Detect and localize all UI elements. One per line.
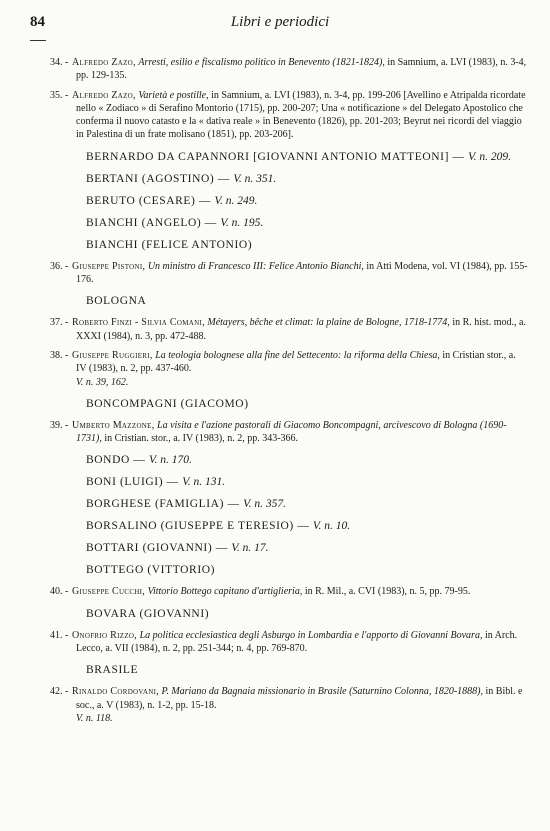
- entry-title: Arresti, esilio e fiscalismo politico in Benevento (1821-1824),: [138, 57, 385, 68]
- heading-name: BOTTEGO (VITTORIO): [86, 564, 216, 577]
- subject-heading: [0, 216, 550, 230]
- heading-cross-reference: V. n. 131.: [182, 476, 226, 489]
- subject-heading: [0, 475, 550, 489]
- entry-author: Rinaldo Cordovani,: [72, 686, 159, 698]
- heading-name: BERNARDO DA CAPANNORI [GIOVANNI ANTONIO MATTEONI] —: [86, 150, 465, 163]
- heading-cross-reference: V. n. 249.: [214, 194, 258, 207]
- heading-name: BOVARA (GIOVANNI): [86, 607, 210, 620]
- heading-name: BOTTARI (GIOVANNI) —: [86, 542, 228, 555]
- heading-cross-reference: V. n. 351.: [233, 172, 277, 185]
- entry-author: Roberto Finzi - Silvia Comani,: [72, 317, 205, 329]
- entry-title: Métayers, bêche et climat: la plaine de Bologne, 1718-1774,: [207, 317, 450, 329]
- bibliography-entry: [0, 629, 550, 656]
- subject-heading: [0, 238, 550, 252]
- entry-publication: in Atti Modena, vol. VI (1984), pp. 155-176.: [76, 260, 528, 286]
- heading-cross-reference: V. n. 209.: [468, 150, 511, 163]
- subject-heading: [0, 607, 550, 621]
- entry-author: Onofrio Rizzo,: [72, 629, 138, 641]
- entry-xref-line: [76, 712, 528, 725]
- subject-heading: [0, 563, 550, 577]
- entry-title: Vittorio Bottego capitano d'artiglieria,: [147, 586, 303, 598]
- entry-publication: in Arch. Lecco, a. VII (1984), n. 2, pp. 251-344; n. 4, pp. 769-870.: [76, 629, 518, 655]
- bibliography-entry: [0, 89, 550, 142]
- subject-heading: [0, 172, 550, 186]
- subject-heading: [0, 150, 550, 164]
- heading-name: BOLOGNA: [86, 295, 147, 308]
- heading-name: BIANCHI (ANGELO) —: [86, 216, 217, 229]
- heading-cross-reference: V. n. 357.: [243, 498, 286, 511]
- entry-number: 37. -: [50, 317, 69, 329]
- heading-name: BORSALINO (GIUSEPPE E TERESIO) —: [86, 520, 310, 533]
- entry-number: 41. -: [50, 629, 69, 641]
- entry-publication: in Samnium, a. LVI (1983), n. 3-4, pp. 199-206 [Avellino e Atripalda ricordate nello « Zodiaco » di Serafino Montorio (1715), pp. 200-207; Una « notificazione » del Delegato Apostolico che conferma il nuovo catasto e la « dativa reale » in Benevento (1826), pp. 201-203; Beyrut nei ricordi del viaggio in Palestina di un frate molisano (1851), pp. 203-206].: [76, 89, 526, 141]
- entry-number: 36. -: [50, 260, 69, 272]
- heading-cross-reference: V. n. 170.: [148, 454, 192, 467]
- heading-cross-reference: V. n. 10.: [312, 520, 351, 533]
- bibliography-entry: [0, 56, 550, 83]
- entry-xref-line: [76, 376, 528, 389]
- entry-title: P. Mariano da Bagnaia missionario in Brasile (Saturnino Colonna, 1820-1888),: [161, 686, 483, 698]
- bibliography-entry: [0, 316, 550, 343]
- bibliography-entry: [0, 685, 550, 725]
- bibliography-entry: [0, 349, 550, 389]
- heading-name: BERUTO (CESARE) —: [86, 194, 211, 207]
- entry-author: Giuseppe Pistoni,: [72, 260, 146, 272]
- entry-title: Varietà e postille,: [138, 89, 209, 101]
- subject-heading: [0, 663, 550, 677]
- heading-name: BIANCHI (FELICE ANTONIO): [86, 238, 253, 251]
- page-number: 84: [30, 14, 45, 30]
- heading-name: BONDO —: [86, 454, 146, 467]
- heading-cross-reference: V. n. 195.: [220, 216, 264, 229]
- subject-heading: [0, 497, 550, 511]
- entry-title: La politica ecclesiastica degli Asburgo in Lombardia e l'apporto di Giovanni Bovara,: [139, 629, 483, 641]
- heading-name: BORGHESE (FAMIGLIA) —: [86, 498, 240, 511]
- heading-cross-reference: V. n. 17.: [231, 542, 269, 555]
- subject-heading: [0, 453, 550, 467]
- entry-author: Alfredo Zazo,: [72, 89, 136, 101]
- entry-number: 40. -: [50, 586, 69, 598]
- entry-author: Alfredo Zazo,: [72, 57, 136, 68]
- subject-heading: [0, 294, 550, 308]
- entry-author: Giuseppe Cucchi,: [72, 586, 146, 598]
- entry-number: 38. -: [50, 349, 69, 361]
- heading-name: BONI (LUIGI) —: [86, 476, 179, 489]
- subject-heading: [0, 397, 550, 411]
- entry-number: 39. -: [50, 419, 69, 431]
- heading-name: BONCOMPAGNI (GIACOMO): [86, 397, 249, 410]
- bibliography-list: [0, 56, 550, 731]
- entry-number: 34. -: [50, 57, 69, 68]
- entry-cross-reference: V. n. 118.: [76, 712, 113, 724]
- entry-title: La teologia bolognese alla fine del Settecento: la riforma della Chiesa,: [155, 349, 440, 361]
- entry-publication: in Bibl. e soc., a. V (1983), n. 1-2, pp. 15-18.: [76, 686, 523, 711]
- entry-publication: in R. Mil., a. CVI (1983), n. 5, pp. 79-95.: [304, 586, 471, 598]
- heading-name: BERTANI (AGOSTINO) —: [86, 172, 230, 185]
- entry-author: Umberto Mazzone,: [72, 419, 155, 431]
- entry-publication: in Cristian. stor., a. IV (1983), n. 2, pp. 343-366.: [104, 433, 299, 445]
- entry-publication: in R. hist. mod., a. XXXI (1984), n. 3, pp. 472-488.: [76, 317, 526, 342]
- entry-number: 42. -: [50, 686, 69, 698]
- heading-name: BRASILE: [86, 664, 139, 677]
- entry-publication: in Samnium, a. LVI (1983), n. 3-4, pp. 129-135.: [76, 57, 527, 82]
- subject-heading: [0, 519, 550, 533]
- bibliography-entry: [0, 585, 550, 598]
- bibliography-entry: [0, 260, 550, 287]
- subject-heading: [0, 541, 550, 555]
- running-title: Libri e periodici: [230, 14, 330, 30]
- entry-title: Un ministro di Francesco III: Felice Antonio Bianchi,: [147, 260, 364, 272]
- subject-heading: [0, 194, 550, 208]
- header-rule: [30, 40, 46, 41]
- entry-publication: in Cristian stor., a. IV (1983), n. 2, pp. 437-460.: [76, 349, 516, 375]
- entry-number: 35. -: [50, 89, 69, 101]
- entry-author: Giuseppe Ruggieri,: [72, 349, 153, 361]
- entry-cross-reference: V. n. 39, 162.: [76, 376, 129, 388]
- entry-title: La visita e l'azione pastorali di Giacomo Boncompagni, arcivescovo di Bologna (1690-1731),: [76, 419, 507, 445]
- bibliography-entry: [0, 419, 550, 446]
- page-header: [30, 14, 530, 36]
